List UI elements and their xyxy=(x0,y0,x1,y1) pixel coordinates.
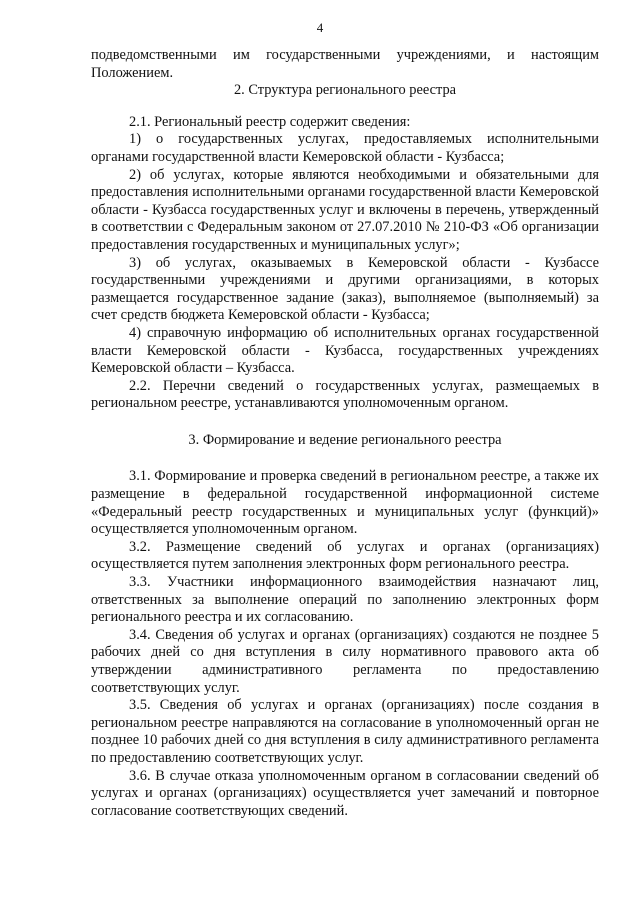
section-2-heading: 2. Структура регионального реестра xyxy=(233,82,457,99)
list-item: 4) справочную информацию об исполнительных органах государственной власти Кемеровской области - Кузбасса, государственных учреждениях Кемеровской области – Кузбасса. xyxy=(91,324,599,377)
list-item: 3) об услугах, оказываемых в Кемеровской области - Кузбассе государственными учреждениями и другими организациями, в которых размещается государственное задание (заказ), выполняемое (выполняемый) за счет средств бюджета Кемеровской области - Кузбасса; xyxy=(91,254,599,324)
paragraph-3-4: 3.4. Сведения об услугах и органах (организациях) создаются не позднее 5 рабочих дней со дня вступления в силу нормативного правового акта об утверждении административного регламента по предоставлению соответствующих услуг. xyxy=(91,626,599,696)
paragraph-3-5: 3.5. Сведения об услугах и органах (организациях) после создания в региональном реестре направляются на согласование в уполномоченный орган не позднее 10 рабочих дней со дня вступления в силу административного регламента по предоставлению соответствующих услуг. xyxy=(91,697,599,766)
page-number: 4 xyxy=(316,20,324,35)
list-item: 1) о государственных услугах, предоставляемых исполнительными органами государственной власти Кемеровской области - Кузбасса; xyxy=(91,131,599,165)
paragraph-3-2: 3.2. Размещение сведений об услугах и органах (организациях) осуществляется путем заполнения электронных форм регионального реестра. xyxy=(91,538,599,573)
paragraph-3-1: 3.1. Формирование и проверка сведений в региональном реестре, а также их размещение в федеральной государственной информационной системе «Федеральный реестр государственных и муниципальных услуг (функций)» осуществляется уполномоченным органом. xyxy=(91,468,599,538)
paragraph-2-2: 2.2. Перечни сведений о государственных услугах, размещаемых в региональном реестре, устанавливаются уполномоченным органом. xyxy=(91,377,599,412)
paragraph-3-3: 3.3. Участники информационного взаимодействия назначают лиц, ответственных за выполнение операций по заполнению электронных форм регионального реестра и их согласованию. xyxy=(91,574,599,626)
section-3-heading: 3. Формирование и ведение регионального реестра xyxy=(188,431,502,448)
document-body xyxy=(91,47,599,820)
paragraph-2-1: 2.1. Региональный реестр содержит сведения: xyxy=(129,113,411,130)
intro-paragraph: подведомственными им государственными учреждениями, и настоящим Положением. xyxy=(91,47,599,81)
paragraph-3-6: 3.6. В случае отказа уполномоченным органом в согласовании сведений об услугах и органах (организациях) осуществляется учет замечаний и повторное согласование соответствующих сведений. xyxy=(91,767,599,819)
list-item: 2) об услугах, которые являются необходимыми и обязательными для предоставления исполнительными органами государственной власти Кемеровской области - Кузбасса государственных услуг и включены в перечень, утвержденный в соответствии с Федеральным законом от 27.07.2010 № 210-ФЗ «Об организации предоставления государственных и муниципальных услуг»; xyxy=(91,166,599,253)
